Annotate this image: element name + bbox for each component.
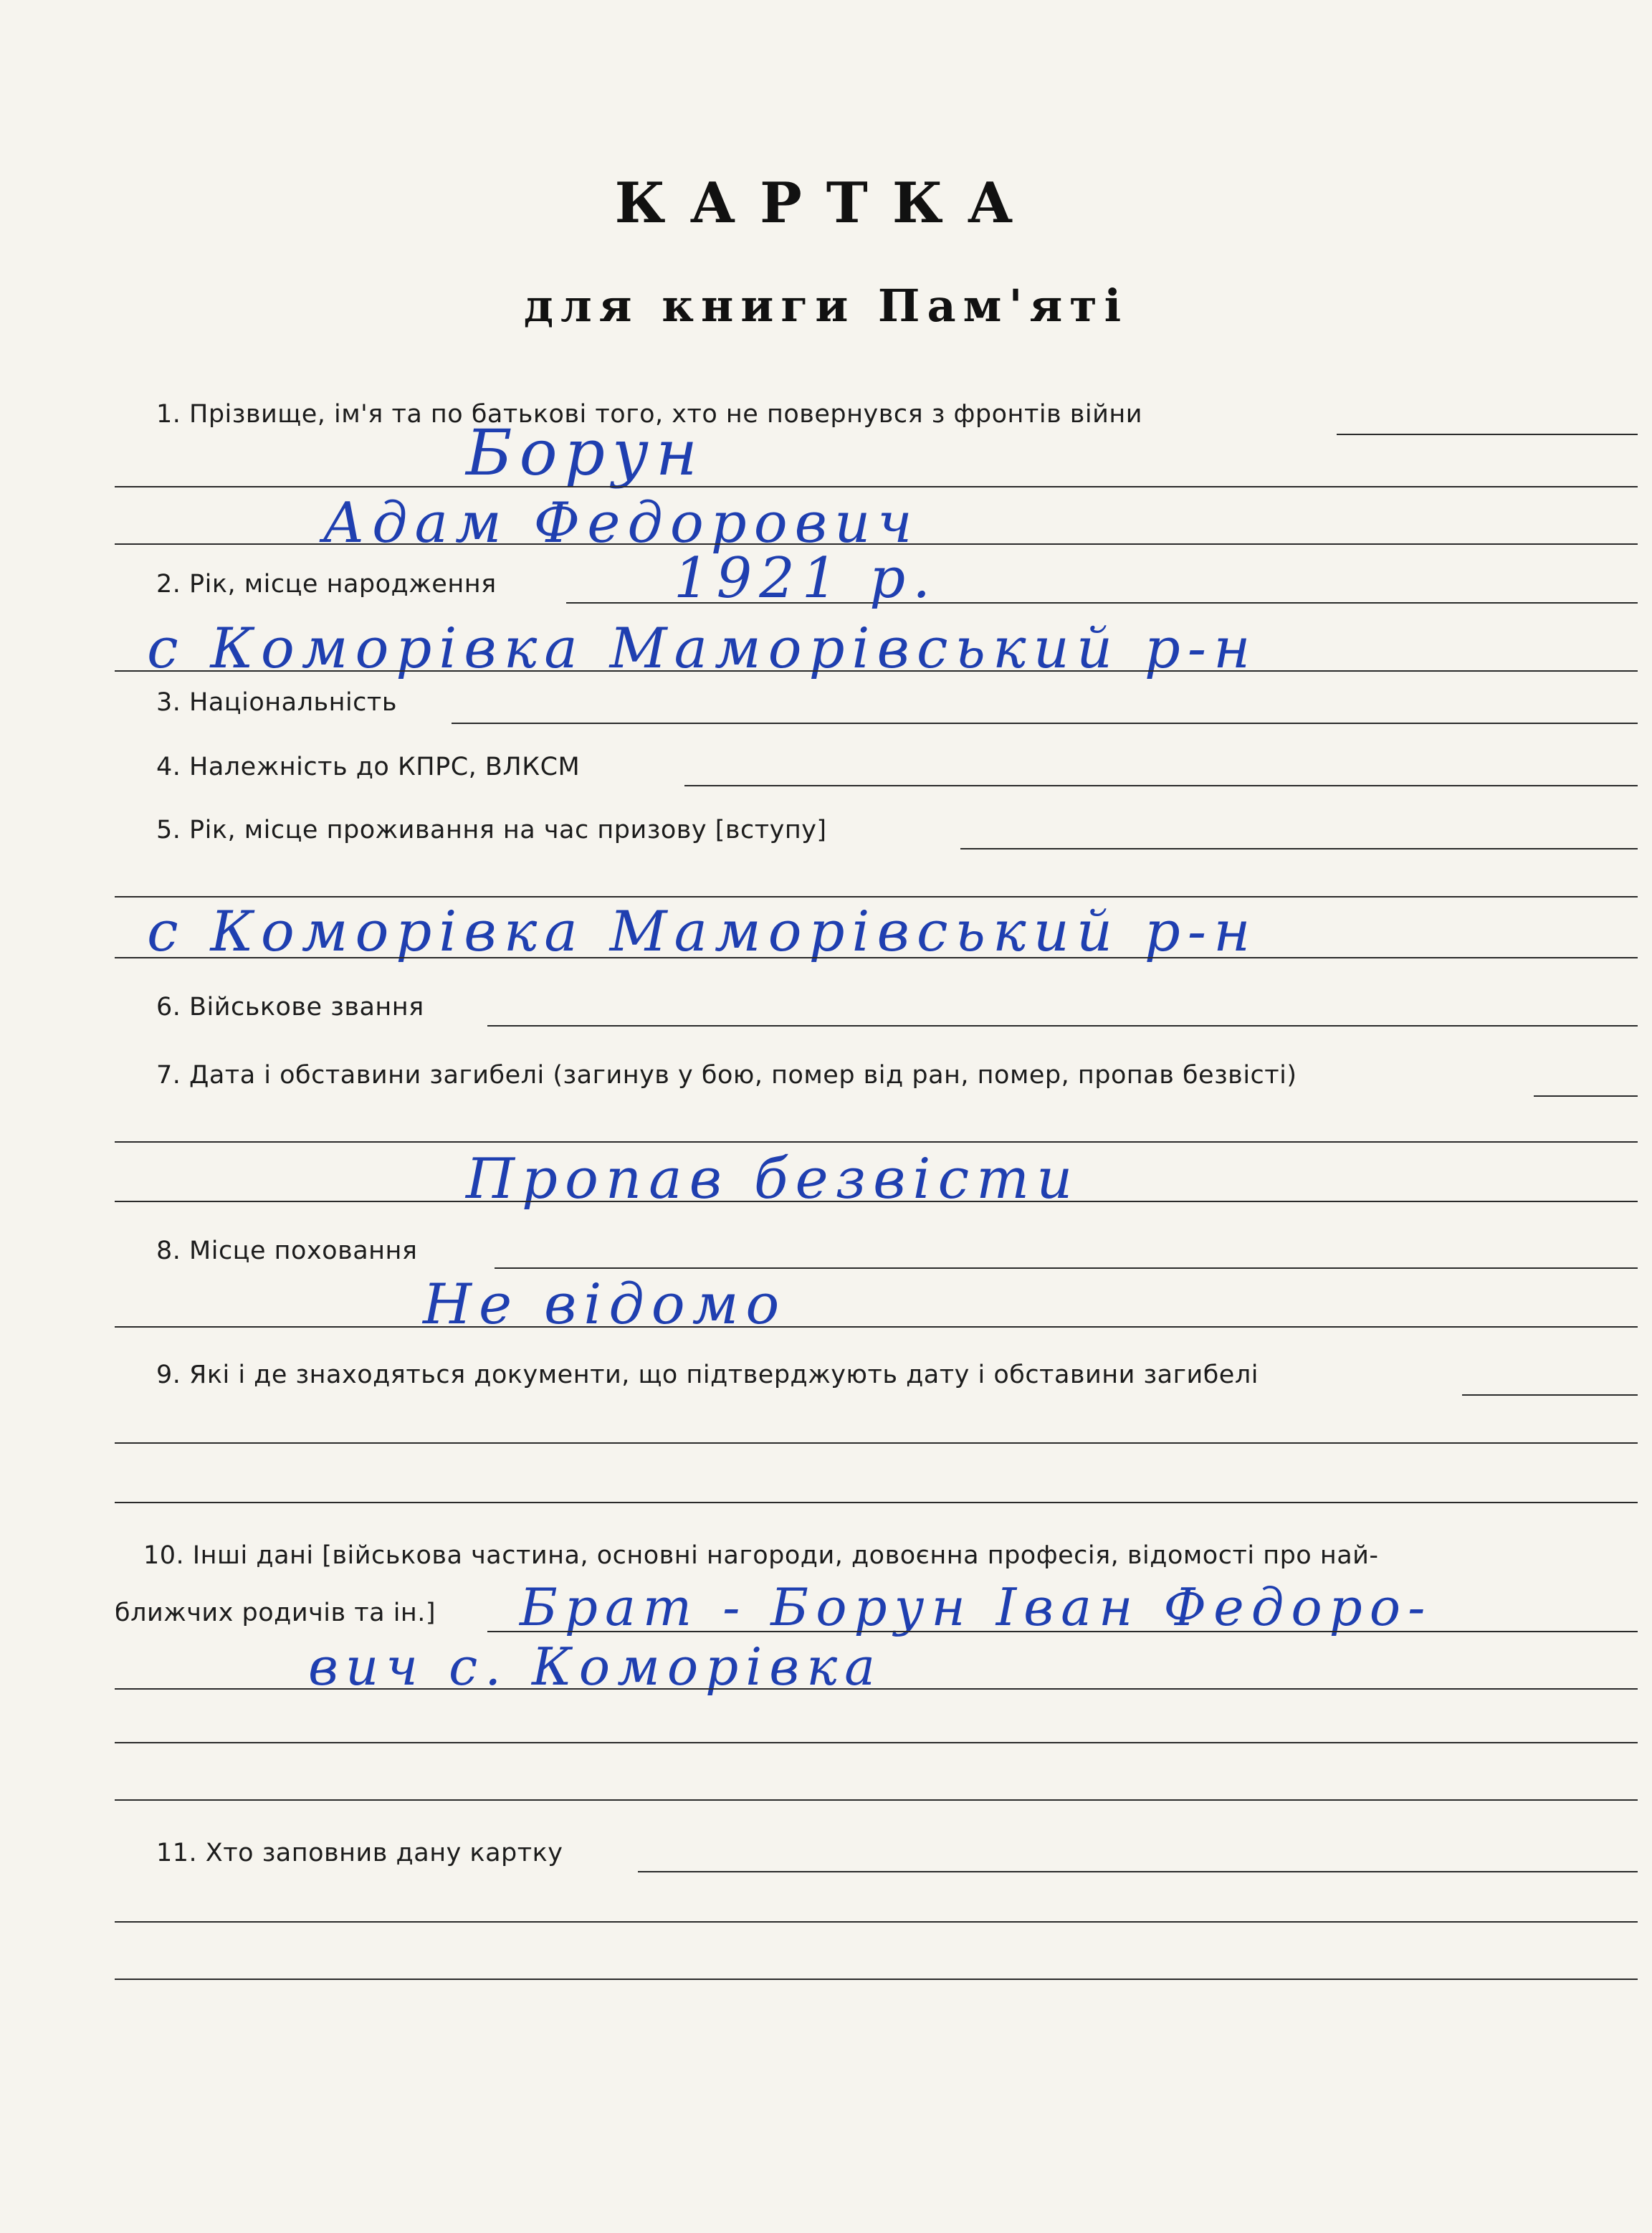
field-6-label: 6. Військове звання <box>156 993 424 1022</box>
field-11-line-3 <box>115 1979 1638 1980</box>
field-2-line-2 <box>115 670 1638 672</box>
field-5-line-2 <box>115 896 1638 898</box>
field-7-line-3 <box>115 1201 1638 1202</box>
field-11-label: 11. Хто заповнив дану картку <box>156 1839 563 1867</box>
field-8-line <box>495 1267 1638 1269</box>
hw-death: Пропав безвісти <box>466 1147 1080 1211</box>
field-10-line-2 <box>115 1688 1638 1690</box>
field-1-line-3 <box>115 543 1638 545</box>
field-1-label: 1. Прізвище, ім'я та по батькові того, хто не повернувся з фронтів війни <box>156 400 1143 429</box>
hw-birth-place: с Коморівка Маморівський р-н <box>147 616 1258 681</box>
card-title: КАРТКА <box>614 171 1038 236</box>
field-7-line-2 <box>115 1141 1638 1143</box>
card-subtitle: для книги Пам'яті <box>523 280 1129 332</box>
field-4-line <box>684 785 1638 786</box>
field-1-line-2 <box>115 486 1638 487</box>
field-10-label-2: ближчих родичів та ін.] <box>115 1599 436 1627</box>
field-10-line-3 <box>115 1742 1638 1743</box>
field-11-line-2 <box>115 1921 1638 1923</box>
field-5-line <box>960 848 1638 849</box>
hw-other-1: Брат - Борун Іван Федоро- <box>520 1577 1433 1637</box>
field-7-line <box>1534 1095 1638 1097</box>
field-3-label: 3. Національність <box>156 688 397 717</box>
field-9-line <box>1462 1394 1638 1396</box>
field-6-line <box>487 1025 1638 1027</box>
field-5-label: 5. Рік, місце проживання на час призову [вступу] <box>156 816 827 844</box>
field-2-label: 2. Рік, місце народження <box>156 570 497 599</box>
field-9-line-2 <box>115 1442 1638 1444</box>
field-5-line-3 <box>115 957 1638 958</box>
field-3-line <box>452 723 1638 724</box>
hw-name: Адам Федорович <box>323 491 920 556</box>
field-9-label: 9. Які і де знаходяться документи, що підтверджують дату і обставини загибелі <box>156 1361 1259 1389</box>
field-10-label: 10. Інші дані [військова частина, основні нагороди, довоєнна професія, відомості про най- <box>143 1541 1379 1570</box>
hw-residence: с Коморівка Маморівський р-н <box>147 900 1258 964</box>
field-7-label: 7. Дата і обставини загибелі (загинув у бою, помер від ран, помер, пропав безвісті) <box>156 1061 1297 1090</box>
field-8-label: 8. Місце поховання <box>156 1237 418 1265</box>
field-10-line <box>487 1631 1638 1632</box>
hw-surname: Борун <box>466 416 705 490</box>
field-1-line <box>1337 434 1638 435</box>
hw-other-2: вич с. Коморівка <box>308 1637 883 1697</box>
hw-burial: Не відомо <box>423 1272 787 1337</box>
field-9-line-3 <box>115 1502 1638 1503</box>
field-11-line <box>638 1871 1638 1872</box>
field-4-label: 4. Належність до КПРС, ВЛКСМ <box>156 753 581 781</box>
hw-birth-year: 1921 р. <box>674 546 938 611</box>
field-10-line-4 <box>115 1799 1638 1801</box>
field-8-line-2 <box>115 1326 1638 1328</box>
